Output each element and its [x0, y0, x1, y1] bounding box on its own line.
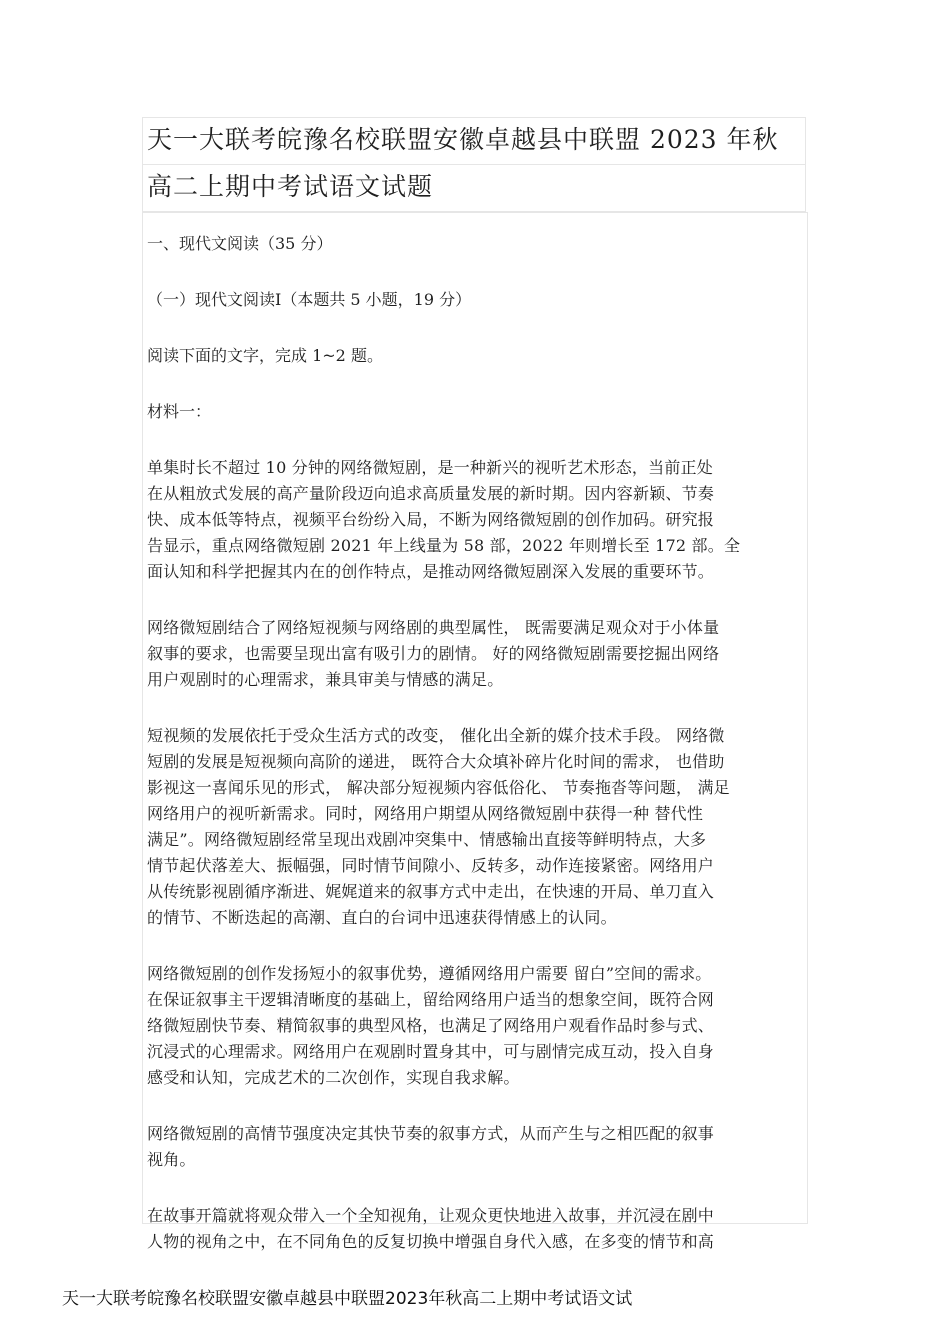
- paragraph-4: [147, 961, 803, 1091]
- paragraph-line: 网络微短剧的高情节强度决定其快节奏的叙事方式，从而产生与之相匹配的叙事: [147, 1124, 715, 1143]
- paragraph-1: [147, 455, 803, 585]
- content-area: [142, 212, 808, 1251]
- paragraph-line: 在保证叙事主干逻辑清晰度的基础上，留给网络用户适当的想象空间，既符合网: [147, 990, 715, 1009]
- paragraph-line: 叙事的要求，也需要呈现出富有吸引力的剧情。 好的网络微短剧需要挖掘出网络: [147, 644, 720, 663]
- paragraph-line: 感受和认知，完成艺术的二次创作，实现自我求解。: [147, 1068, 520, 1087]
- paragraph-line: 短剧的发展是短视频向高阶的递进， 既符合大众填补碎片化时间的需求， 也借助: [147, 752, 725, 771]
- paragraph-line: 用户观剧时的心理需求，兼具审美与情感的满足。: [147, 670, 504, 689]
- instruction-text: 阅读下面的文字，完成 1~2 题。: [147, 346, 383, 365]
- paragraph-line: 面认知和科学把握其内在的创作特点，是推动网络微短剧深入发展的重要环节。: [147, 562, 715, 581]
- paragraph-line: 网络微短剧的创作发扬短小的叙事优势，遵循网络用户需要 留白”空间的需求。: [147, 964, 712, 983]
- paragraph-line: 视角。: [147, 1150, 196, 1169]
- title-line-1: 天一大联考皖豫名校联盟安徽卓越县中联盟 2023 年秋: [142, 117, 806, 165]
- paragraph-line: 影视这一喜闻乐见的形式， 解决部分短视频内容低俗化、 节奏拖沓等问题， 满足: [147, 778, 730, 797]
- paragraph-line: 满足”。网络微短剧经常呈现出戏剧冲突集中、情感输出直接等鲜明特点，大多: [147, 830, 707, 849]
- paragraph-2: [147, 615, 803, 693]
- paragraph-line: 快、成本低等特点，视频平台纷纷入局，不断为网络微短剧的创作加码。研究报: [147, 510, 715, 529]
- paragraph-line: 络微短剧快节奏、精简叙事的典型风格，也满足了网络用户观看作品时参与式、: [147, 1016, 715, 1035]
- paragraph-3: [147, 723, 803, 931]
- paragraph-line: 在从粗放式发展的高产量阶段迈向追求高质量发展的新时期。因内容新颖、节奏: [147, 484, 715, 503]
- paragraph-line: 沉浸式的心理需求。网络用户在观剧时置身其中，可与剧情完成互动，投入自身: [147, 1042, 715, 1061]
- paragraph-line: 告显示，重点网络微短剧 2021 年上线量为 58 部，2022 年则增长至 172 部。全: [147, 536, 741, 555]
- paragraph-6: [147, 1203, 803, 1255]
- paragraph-line: 单集时长不超过 10 分钟的网络微短剧，是一种新兴的视听艺术形态，当前正处: [147, 458, 713, 477]
- subsection-heading: （一）现代文阅读Ⅰ（本题共 5 小题，19 分）: [147, 290, 472, 309]
- section-heading: 一、现代文阅读（35 分）: [147, 234, 333, 253]
- paragraph-line: 从传统影视剧循序渐进、娓娓道来的叙事方式中走出，在快速的开局、单刀直入: [147, 882, 715, 901]
- material-label: 材料一：: [147, 402, 212, 421]
- paragraph-line: 的情节、不断迭起的高潮、直白的台词中迅速获得情感上的认同。: [147, 908, 617, 927]
- paragraph-line: 网络微短剧结合了网络短视频与网络剧的典型属性， 既需要满足观众对于小体量: [147, 618, 720, 637]
- paragraph-5: [147, 1121, 803, 1173]
- paragraph-line: 短视频的发展依托于受众生活方式的改变， 催化出全新的媒介技术手段。 网络微: [147, 726, 725, 745]
- paragraph-line: 情节起伏落差大、振幅强，同时情节间隙小、反转多，动作连接紧密。网络用户: [147, 856, 715, 875]
- footer-caption: 天一大联考皖豫名校联盟安徽卓越县中联盟2023年秋高二上期中考试语文试: [62, 1289, 633, 1309]
- paragraph-line: 网络用户的视听新需求。同时，网络用户期望从网络微短剧中获得一种 替代性: [147, 804, 704, 823]
- paragraph-line: 人物的视角之中，在不同角色的反复切换中增强自身代入感，在多变的情节和高: [147, 1232, 715, 1251]
- paragraph-line: 在故事开篇就将观众带入一个全知视角，让观众更快地进入故事，并沉浸在剧中: [147, 1206, 715, 1225]
- title-line-2: 高二上期中考试语文试题: [142, 164, 806, 212]
